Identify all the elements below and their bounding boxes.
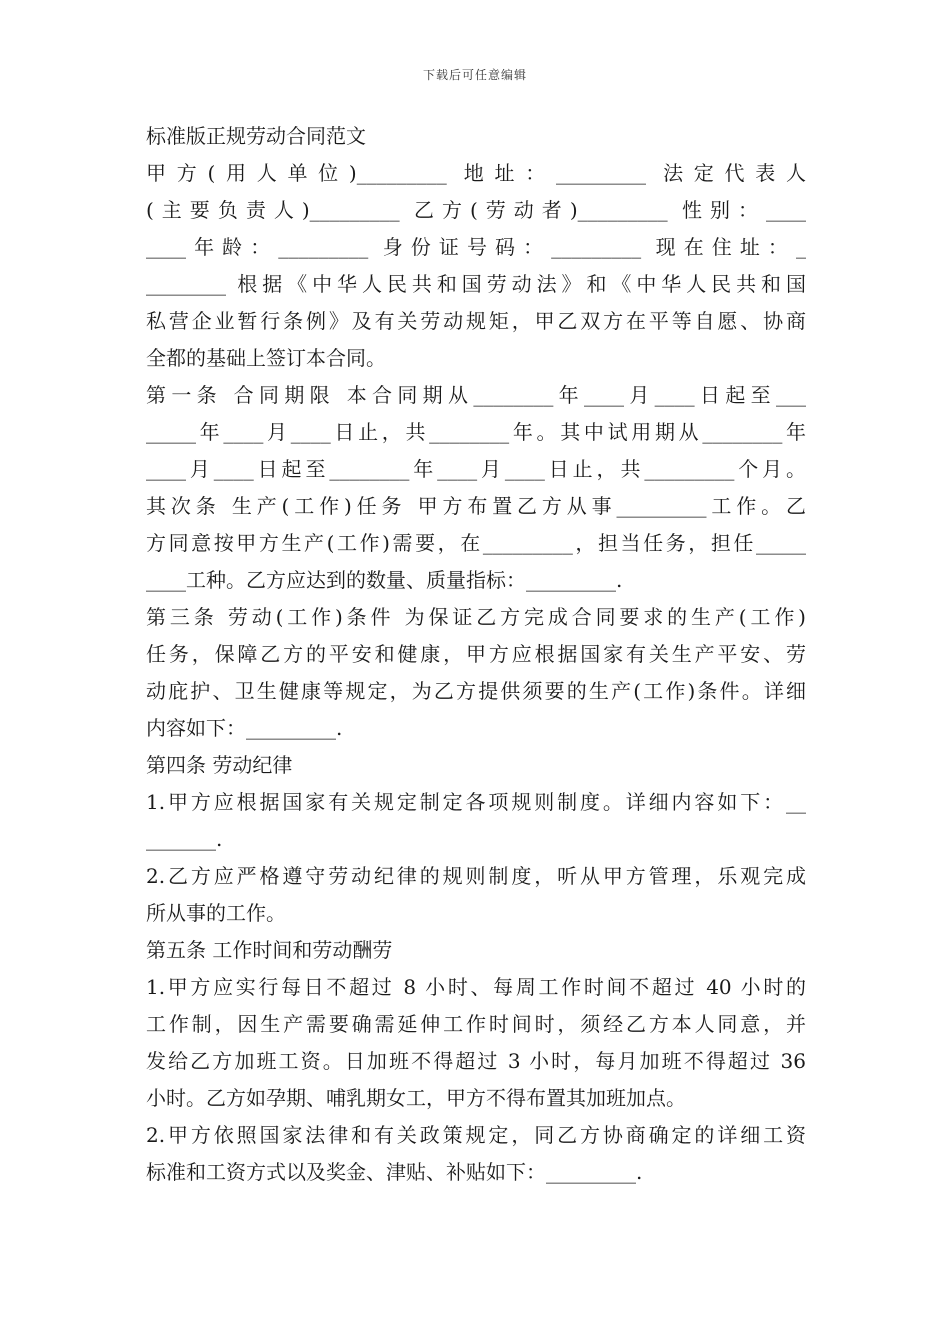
- document-line: _____年____月____日止，共________年。其中试用期从________年: [146, 420, 806, 444]
- document-line: 发给乙方加班工资。日加班不得超过 3 小时，每月加班不得超过 36: [146, 1049, 806, 1073]
- document-line: 第五条 工作时间和劳动酬劳: [146, 938, 393, 962]
- document-line: 所从事的工作。: [146, 901, 286, 925]
- document-line: 第四条 劳动纪律: [146, 753, 293, 777]
- document-line: 标准版正规劳动合同范文: [146, 124, 366, 148]
- document-line: 小时。乙方如孕期、哺乳期女工，甲方不得布置其加班加点。: [146, 1086, 686, 1110]
- document-line: 内容如下：_________.: [146, 716, 343, 740]
- document-line: 第一条 合同期限 本合同期从________年____月____日起至___: [146, 383, 806, 407]
- document-line: ________ 根据《中华人民共和国劳动法》和《中华人民共和国: [146, 272, 806, 296]
- document-line: ____工种。乙方应达到的数量、质量指标：_________.: [146, 568, 623, 592]
- document-line: ____年龄：_________ 身份证号码：_________ 现在住址：_: [146, 235, 806, 259]
- document-line: 2.甲方依照国家法律和有关政策规定，同乙方协商确定的详细工资: [146, 1123, 806, 1147]
- document-line: 全都的基础上签订本合同。: [146, 346, 386, 370]
- document-line: 动庇护、卫生健康等规定，为乙方提供须要的生产(工作)条件。详细: [146, 679, 806, 703]
- document-line: 方同意按甲方生产(工作)需要，在_________，担当任务，担任_____: [146, 531, 806, 555]
- document-line: _______.: [146, 827, 223, 851]
- document-line: 其次条 生产(工作)任务 甲方布置乙方从事_________工作。乙: [146, 494, 806, 518]
- document-line: ____月____日起至________年____月____日止，共_________个月。: [146, 457, 806, 481]
- document-line: 甲方(用人单位)_________ 地址：_________ 法定代表人: [146, 161, 806, 185]
- document-line: 任务，保障乙方的平安和健康，甲方应根据国家有关生产平安、劳: [146, 642, 806, 666]
- document-body: [146, 118, 806, 1191]
- document-line: 1.甲方应根据国家有关规定制定各项规则制度。详细内容如下：__: [146, 790, 806, 814]
- document-line: 2.乙方应严格遵守劳动纪律的规则制度，听从甲方管理，乐观完成: [146, 864, 806, 888]
- document-line: 第三条 劳动(工作)条件 为保证乙方完成合同要求的生产(工作): [146, 605, 806, 629]
- document-line: 工作制，因生产需要确需延伸工作时间时，须经乙方本人同意，并: [146, 1012, 806, 1036]
- document-line: 1.甲方应实行每日不超过 8 小时、每周工作时间不超过 40 小时的: [146, 975, 806, 999]
- document-line: (主要负责人)_________ 乙方(劳动者)_________ 性别：____: [146, 198, 806, 222]
- document-line: 标准和工资方式以及奖金、津贴、补贴如下：_________.: [146, 1160, 643, 1184]
- document-line: 私营企业暂行条例》及有关劳动规矩，甲乙双方在平等自愿、协商: [146, 309, 806, 333]
- page-header-note: 下载后可任意编辑: [422, 68, 527, 82]
